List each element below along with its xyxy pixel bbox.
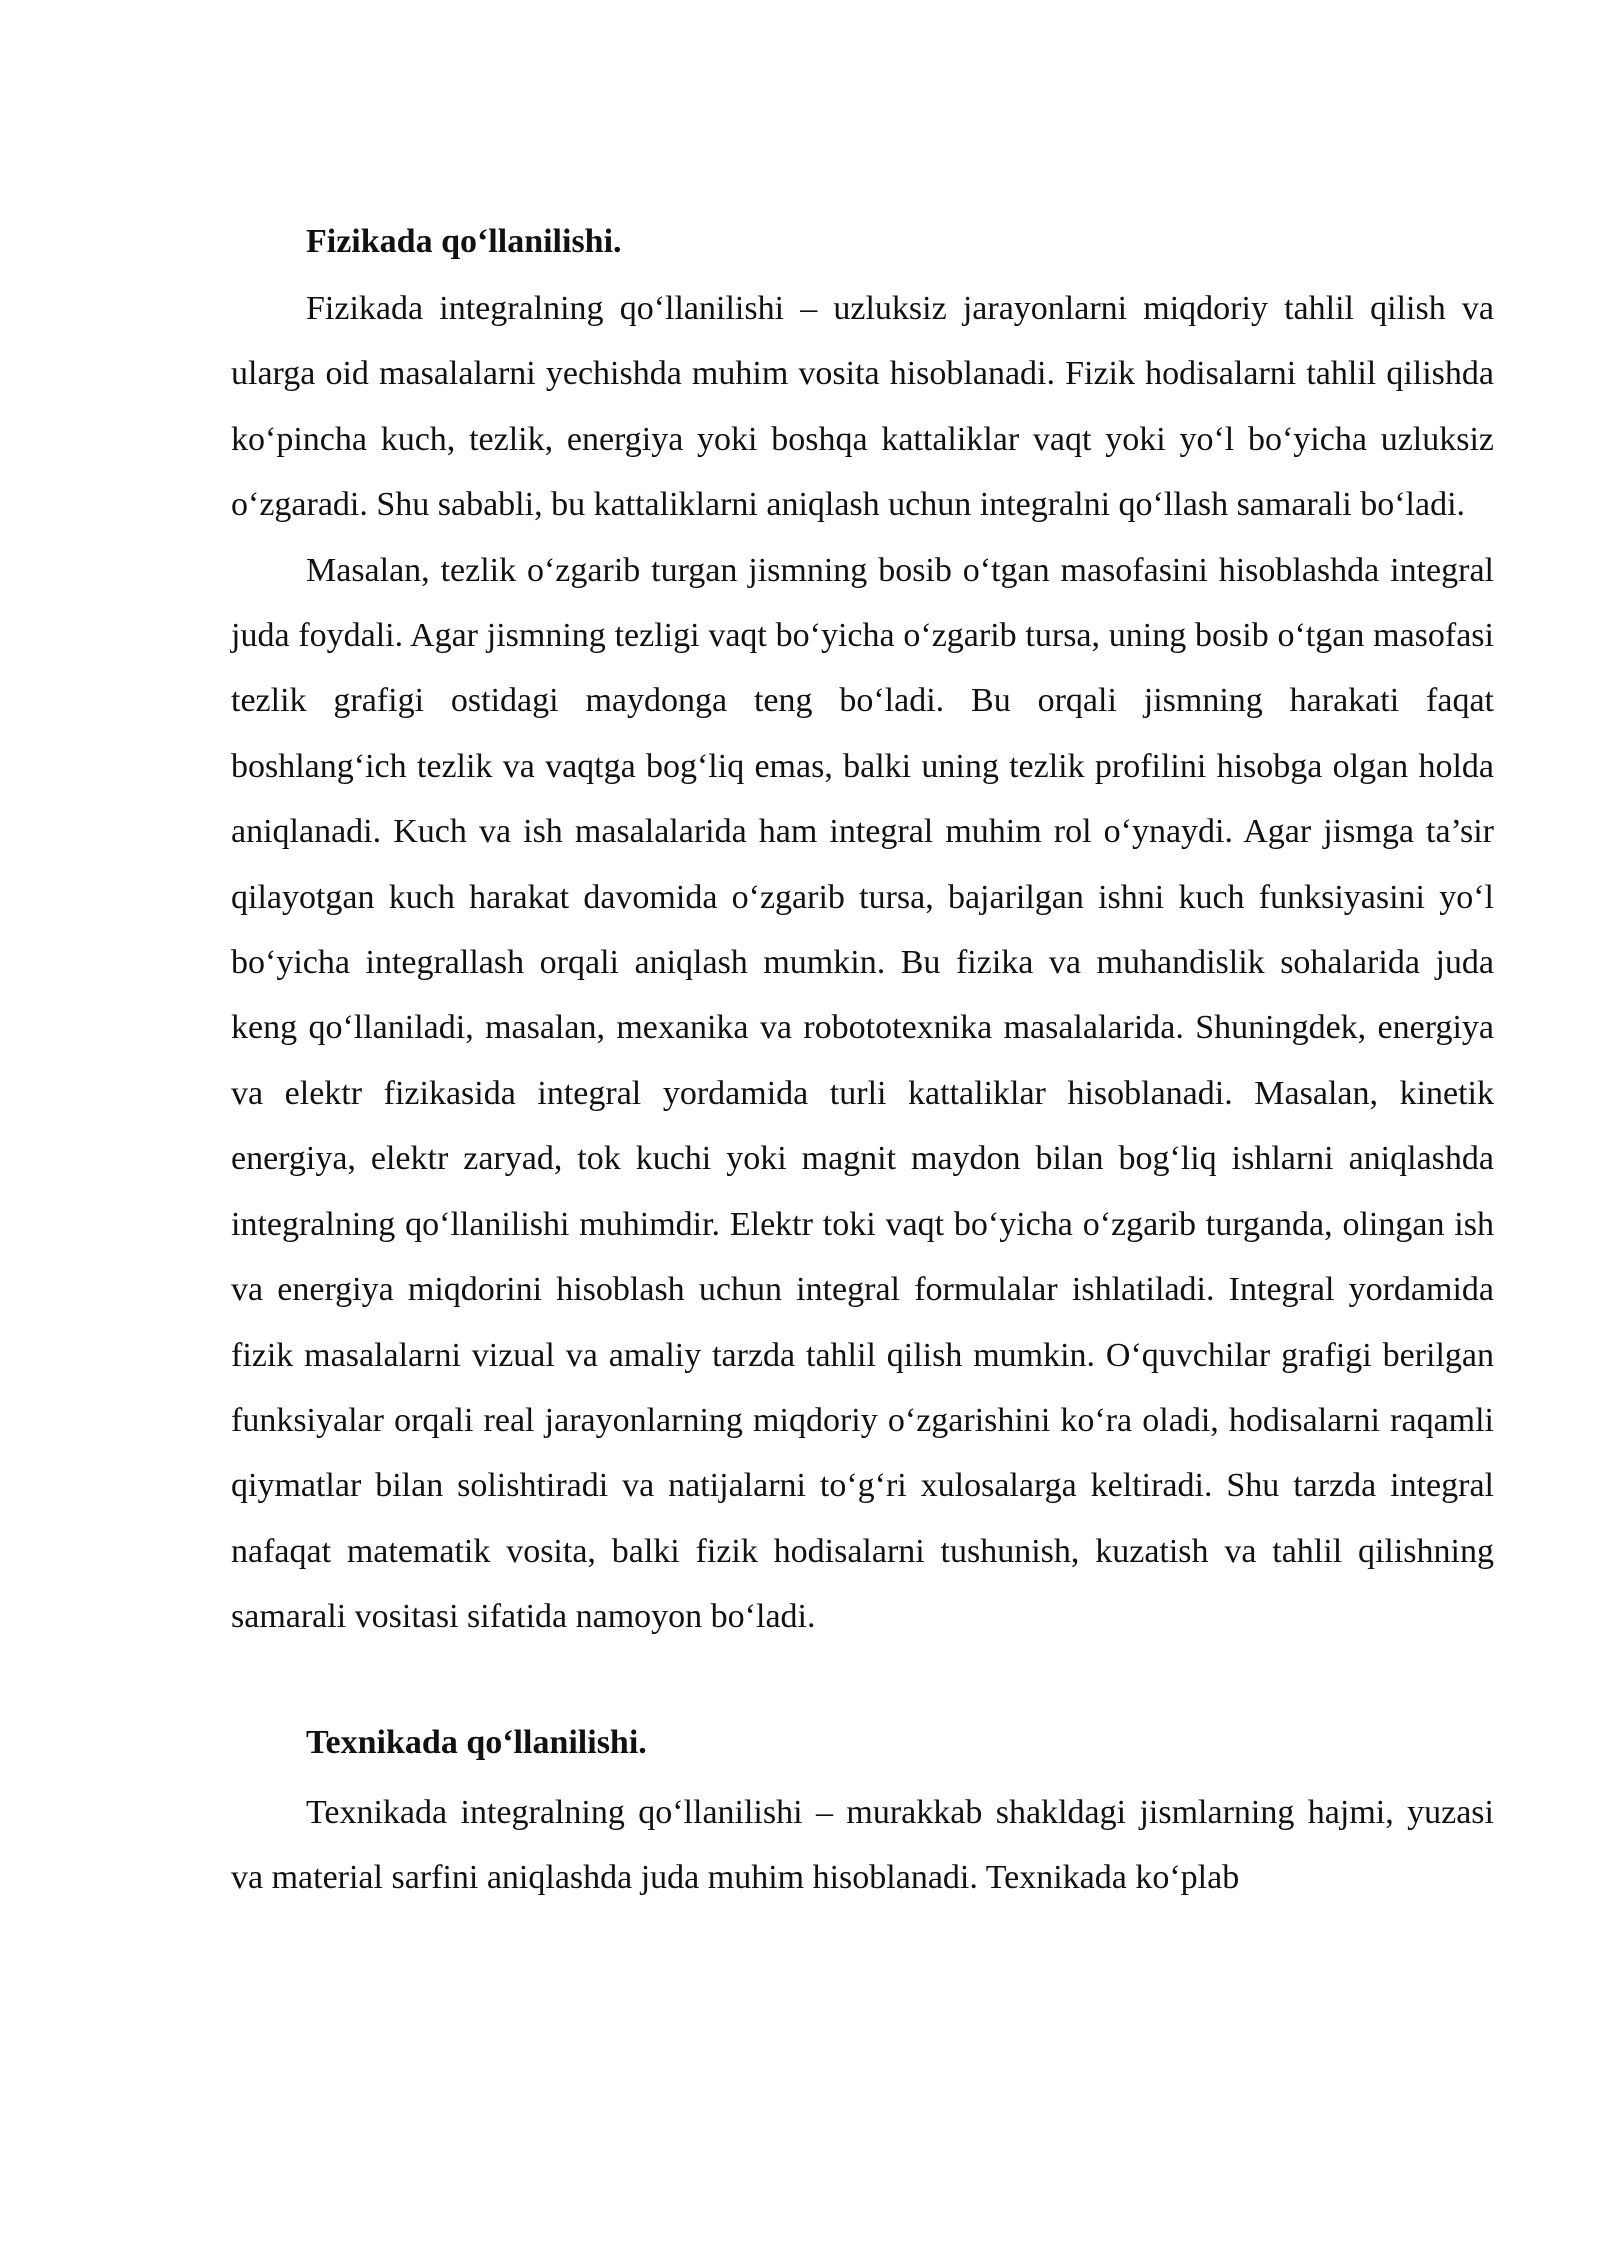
section-heading-technology: Texnikada qo‘llanilishi. [306, 1723, 647, 1761]
paragraph-technology-intro: Texnikada integralning qo‘llanilishi – murakkab shakldagi jismlarning hajmi, yuzasi va material sarfini aniqlashda juda muhim hisoblanadi. Texnikada ko‘plab [231, 1793, 1494, 1896]
section-spacer [231, 1650, 1494, 1712]
document-page [231, 214, 1494, 1910]
paragraph-physics-examples: Masalan, tezlik o‘zgarib turgan jismning bosib o‘tgan masofasini hisoblashda integral juda foydali. Agar jismning tezligi vaqt bo‘yicha o‘zgarib tursa, uning bosib o‘tgan masofasi tezlik grafigi ostidagi maydonga teng bo‘ladi. Bu orqali jismning harakati faqat boshlang‘ich tezlik va vaqtga bog‘liq emas, balki uning tezlik profilini hisobga olgan holda aniqlanadi. Kuch va ish masalalarida ham integral muhim rol o‘ynaydi. Agar jismga ta’sir qilayotgan kuch harakat davomida o‘zgarib tursa, bajarilgan ishni kuch funksiyasini yo‘l bo‘yicha integrallash orqali aniqlash mumkin. Bu fizika va muhandislik sohalarida juda keng qo‘llaniladi, masalan, mexanika va robototexnika masalalarida. Shuningdek, energiya va elektr fizikasida integral yordamida turli kattaliklar hisoblanadi. Masalan, kinetik energiya, elektr zaryad, tok kuchi yoki magnit maydon bilan bog‘liq ishlarni aniqlashda integralning qo‘llanilishi muhimdir. Elektr toki vaqt bo‘yicha o‘zgarib turganda, olingan ish va energiya miqdorini hisoblash uchun integral formulalar ishlatiladi. Integral yordamida fizik masalalarni vizual va amaliy tarzda tahlil qilish mumkin. O‘quvchilar grafigi berilgan funksiyalar orqali real jarayonlarning miqdoriy o‘zgarishini ko‘ra oladi, hodisalarni raqamli qiymatlar bilan solishtiradi va natijalarni to‘g‘ri xulosalarga keltiradi. Shu tarzda integral nafaqat matematik vosita, balki fizik hodisalarni tushunish, kuzatish va tahlil qilishning samarali vositasi sifatida namoyon bo‘ladi. [231, 551, 1494, 1636]
paragraph-physics-intro: Fizikada integralning qo‘llanilishi – uzluksiz jarayonlarni miqdoriy tahlil qilish va ularga oid masalalarni yechishda muhim vosita hisoblanadi. Fizik hodisalarni tahlil qilishda ko‘pincha kuch, tezlik, energiya yoki boshqa kattaliklar vaqt yoki yo‘l bo‘yicha uzluksiz o‘zgaradi. Shu sababli, bu kattaliklarni aniqlash uchun integralni qo‘llash samarali bo‘ladi. [231, 290, 1494, 524]
section-heading-physics: Fizikada qo‘llanilishi. [306, 223, 622, 260]
